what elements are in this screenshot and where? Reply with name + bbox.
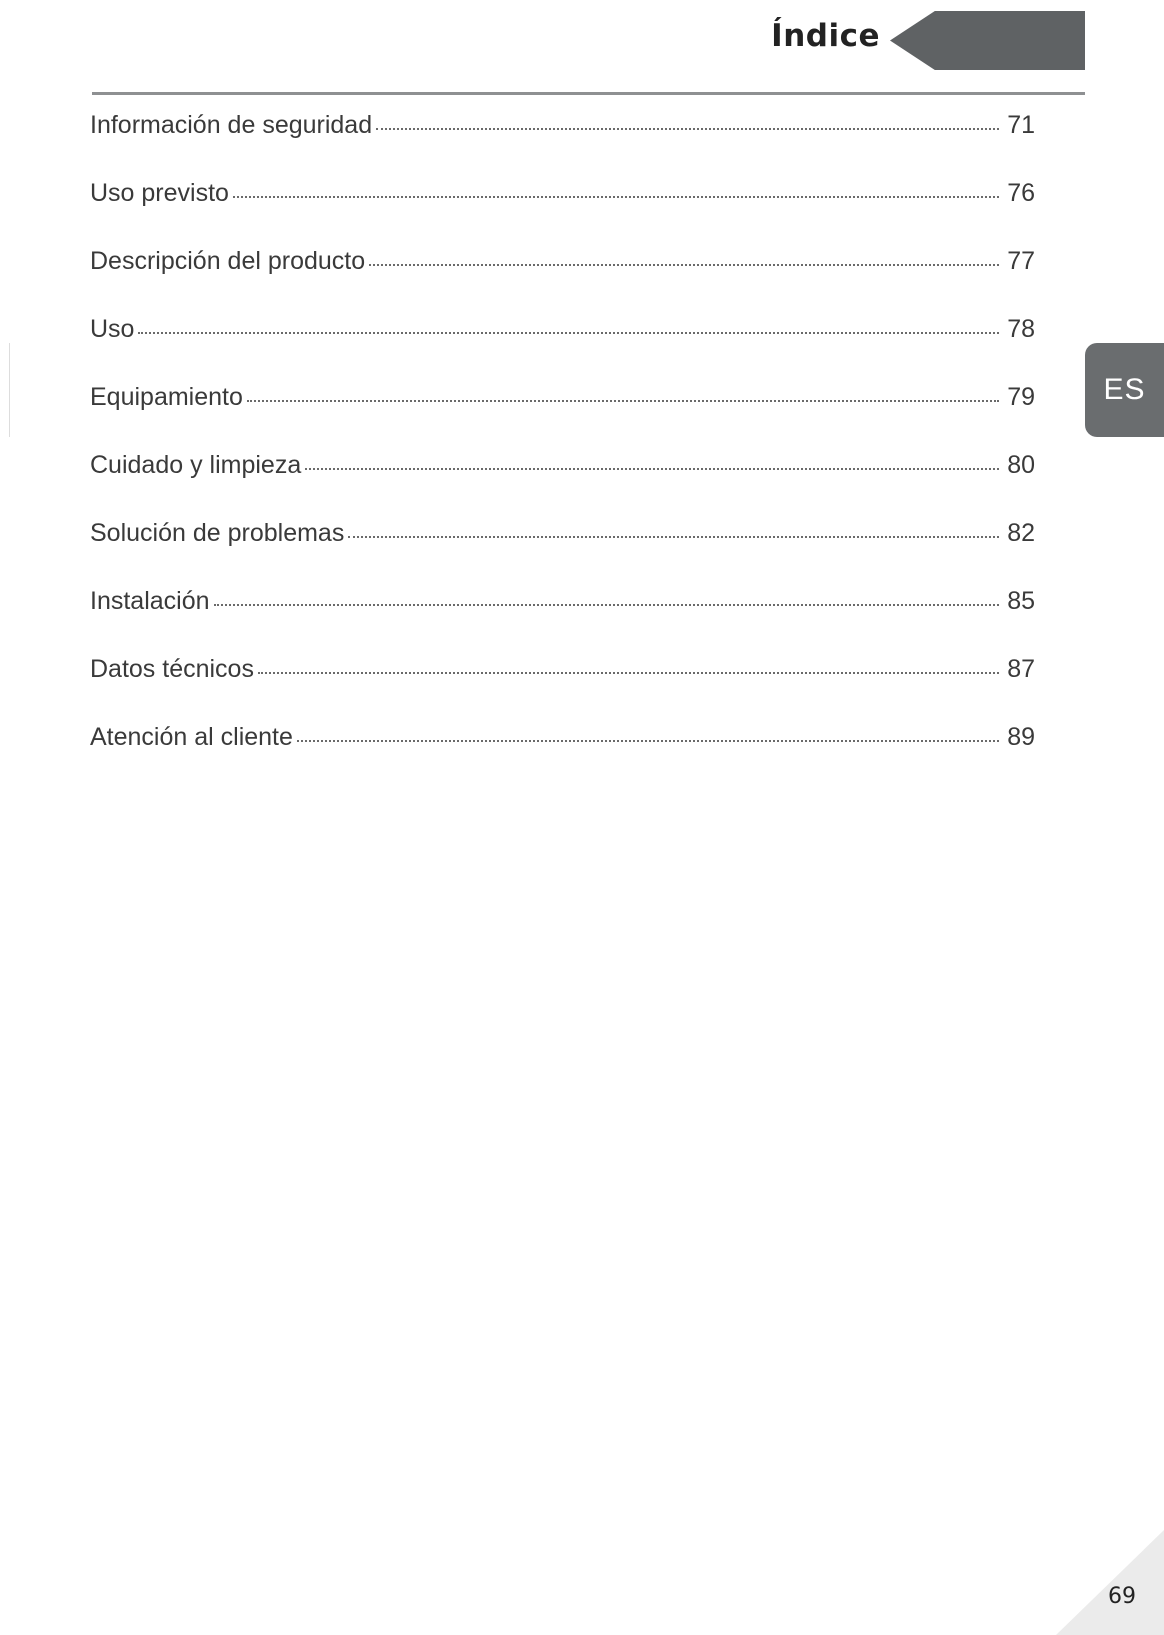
toc-dot-leader	[247, 398, 999, 402]
toc-entry-label: Instalación	[90, 587, 210, 615]
toc-entry-label: Equipamiento	[90, 383, 243, 411]
toc-entry-atencion[interactable]	[90, 715, 1035, 783]
toc-entry-label: Descripción del producto	[90, 247, 366, 275]
toc-entry-label: Cuidado y limpieza	[90, 451, 302, 479]
toc-entry-page: 85	[1007, 587, 1035, 615]
toc-entry-uso[interactable]	[90, 307, 1035, 375]
toc-dot-leader	[376, 126, 999, 130]
toc-dot-leader	[258, 670, 999, 674]
toc-entry-label: Solución de problemas	[90, 519, 345, 547]
toc-entry-descripcion[interactable]	[90, 239, 1035, 307]
toc-entry-datos[interactable]	[90, 647, 1035, 715]
margin-marker	[9, 343, 10, 437]
page-number: 69	[1108, 1584, 1136, 1609]
toc-entry-page: 76	[1007, 179, 1035, 207]
table-of-contents	[90, 103, 1035, 783]
toc-entry-instalacion[interactable]	[90, 579, 1035, 647]
toc-entry-page: 82	[1007, 519, 1035, 547]
toc-entry-page: 71	[1007, 111, 1035, 139]
toc-entry-page: 87	[1007, 655, 1035, 683]
toc-entry-label: Uso previsto	[90, 179, 229, 207]
toc-entry-page: 89	[1007, 723, 1035, 751]
toc-dot-leader	[214, 602, 1000, 606]
page-title: Índice	[771, 18, 880, 54]
language-tab[interactable]: ES	[1085, 343, 1164, 437]
toc-entry-page: 78	[1007, 315, 1035, 343]
toc-entry-label: Datos técnicos	[90, 655, 254, 683]
toc-dot-leader	[348, 534, 999, 538]
page-corner-shape	[1056, 1530, 1164, 1635]
header-divider	[92, 92, 1085, 95]
toc-entry-cuidado[interactable]	[90, 443, 1035, 511]
toc-entry-label: Información de seguridad	[90, 111, 373, 139]
toc-entry-page: 77	[1007, 247, 1035, 275]
toc-entry-uso-previsto[interactable]	[90, 171, 1035, 239]
toc-dot-leader	[138, 330, 999, 334]
toc-entry-page: 79	[1007, 383, 1035, 411]
toc-dot-leader	[305, 466, 999, 470]
title-arrow-shape	[890, 11, 1085, 70]
toc-entry-solucion[interactable]	[90, 511, 1035, 579]
toc-entry-label: Atención al cliente	[90, 723, 293, 751]
toc-entry-label: Uso	[90, 315, 135, 343]
toc-entry-page: 80	[1007, 451, 1035, 479]
toc-dot-leader	[233, 194, 999, 198]
toc-dot-leader	[369, 262, 999, 266]
toc-entry-seguridad[interactable]	[90, 103, 1035, 171]
toc-entry-equipamiento[interactable]	[90, 375, 1035, 443]
toc-dot-leader	[297, 738, 999, 742]
